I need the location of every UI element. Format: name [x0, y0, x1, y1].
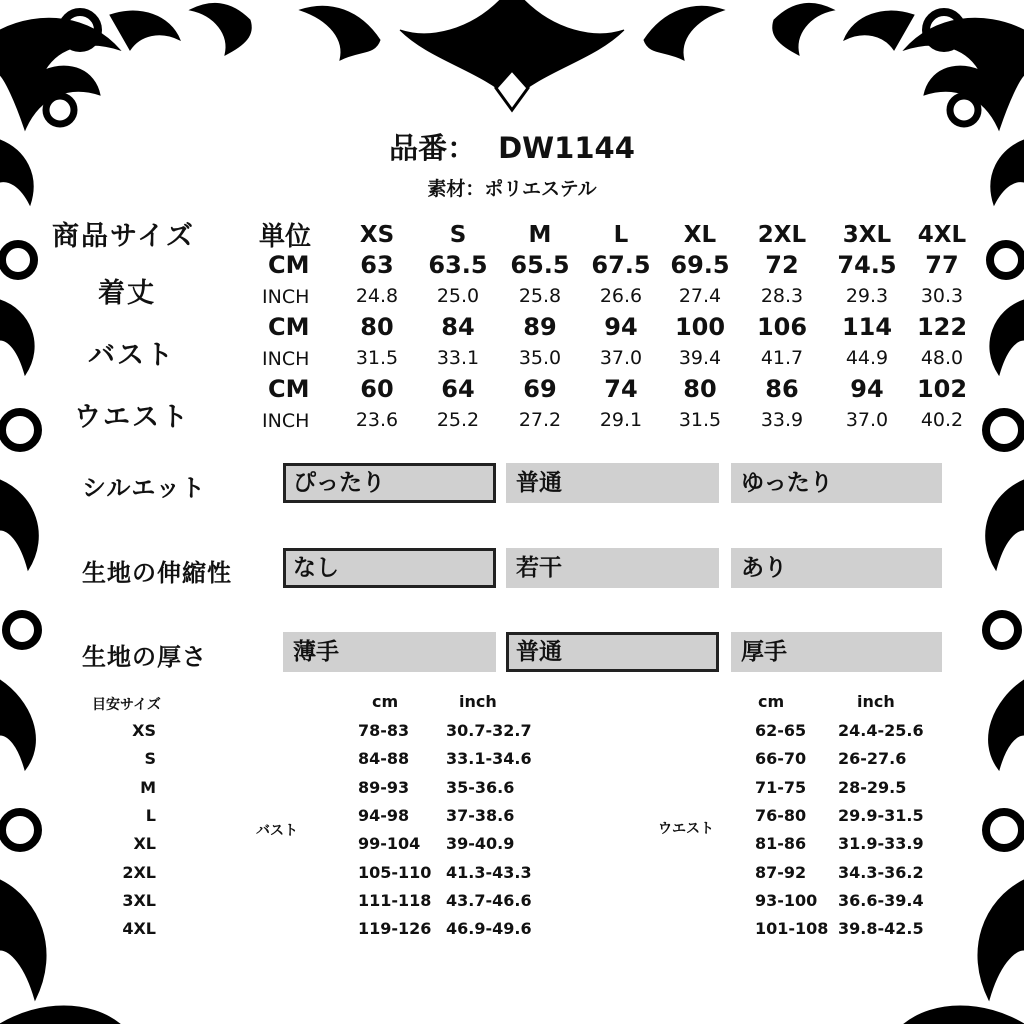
cm-value: 80	[683, 375, 717, 403]
cm-value: 60	[360, 375, 394, 403]
cm-value: 72	[765, 251, 799, 279]
bust-side-label: バスト	[256, 823, 298, 839]
guide-size-label: L	[145, 805, 156, 825]
waist-cm-header: cm	[758, 692, 785, 711]
bust-cm-range: 89-93	[358, 777, 410, 797]
cm-value: 89	[523, 313, 557, 341]
attribute-option: 厚手	[731, 632, 942, 672]
cm-value: 122	[916, 313, 968, 341]
inch-value: 25.8	[518, 285, 562, 307]
bust-cm-range: 111-118	[358, 890, 432, 910]
bust-inch-range: 41.3-43.3	[446, 862, 532, 882]
cm-value: 64	[441, 375, 475, 403]
cm-unit-label: CM	[268, 375, 310, 403]
waist-cm-range: 81-86	[755, 834, 807, 854]
guide-size-label: XL	[133, 834, 156, 854]
inch-value: 35.0	[518, 347, 562, 369]
inch-value: 30.3	[920, 285, 964, 307]
inch-value: 29.1	[599, 409, 643, 431]
measure-label: ウエスト	[74, 402, 190, 433]
attribute-label: 生地の厚さ	[82, 643, 207, 671]
guide-size-label: S	[144, 749, 156, 769]
waist-inch-range: 34.3-36.2	[838, 862, 924, 882]
waist-cm-range: 101-108	[755, 919, 829, 939]
inch-value: 44.9	[845, 347, 889, 369]
cm-value: 102	[916, 375, 968, 403]
bust-cm-range: 99-104	[358, 834, 421, 854]
inch-value: 48.0	[920, 347, 964, 369]
inch-value: 31.5	[678, 409, 722, 431]
inch-value: 41.7	[760, 347, 804, 369]
cm-unit-label: CM	[268, 313, 310, 341]
guide-title: 目安サイズ	[92, 697, 161, 713]
attribute-option-selected: なし	[283, 548, 496, 588]
bust-inch-range: 30.7-32.7	[446, 721, 532, 740]
bust-cm-range: 84-88	[358, 749, 410, 769]
size-header-s: S	[449, 222, 467, 248]
inch-value: 25.2	[436, 409, 480, 431]
waist-inch-range: 36.6-39.4	[838, 890, 924, 910]
attribute-option: 若干	[506, 548, 719, 588]
cm-value: 69.5	[670, 251, 730, 279]
cm-unit-label: CM	[268, 251, 310, 279]
guide-size-label: XS	[132, 721, 156, 740]
inch-value: 23.6	[355, 409, 399, 431]
inch-unit-label: INCH	[262, 410, 310, 432]
inch-value: 28.3	[760, 285, 804, 307]
attribute-label: シルエット	[82, 474, 206, 502]
bust-cm-range: 78-83	[358, 721, 410, 740]
size-header-xl: XL	[683, 222, 717, 248]
waist-cm-range: 62-65	[755, 721, 807, 740]
attribute-option: ゆったり	[731, 463, 942, 503]
cm-value: 63	[360, 251, 394, 279]
waist-cm-range: 93-100	[755, 890, 818, 910]
cm-value: 67.5	[591, 251, 651, 279]
size-header-l: L	[613, 222, 629, 248]
inch-value: 26.6	[599, 285, 643, 307]
cm-value: 84	[441, 313, 475, 341]
inch-value: 37.0	[599, 347, 643, 369]
attribute-label: 生地の伸縮性	[82, 559, 232, 587]
guide-size-label: 3XL	[122, 890, 156, 910]
cm-value: 77	[925, 251, 959, 279]
inch-value: 25.0	[436, 285, 480, 307]
inch-unit-label: INCH	[262, 348, 310, 370]
bust-cm-range: 119-126	[358, 919, 432, 939]
inch-value: 27.4	[678, 285, 722, 307]
inch-value: 39.4	[678, 347, 722, 369]
cm-value: 80	[360, 313, 394, 341]
waist-inch-range: 39.8-42.5	[838, 919, 924, 939]
attribute-option: あり	[731, 548, 942, 588]
attribute-option: 薄手	[283, 632, 496, 672]
bust-inch-header: inch	[459, 692, 497, 711]
unit-header-label: 単位	[259, 222, 312, 252]
size-header-3xl: 3XL	[842, 222, 892, 248]
guide-size-label: 2XL	[122, 862, 156, 882]
cm-value: 86	[765, 375, 799, 403]
size-header-m: M	[528, 222, 552, 248]
waist-inch-range: 26-27.6	[838, 749, 907, 769]
cm-value: 106	[756, 313, 808, 341]
cm-value: 69	[523, 375, 557, 403]
material-text: 素材：ポリエステル	[427, 178, 597, 200]
inch-unit-label: INCH	[262, 286, 310, 308]
waist-side-label: ウエスト	[658, 821, 714, 837]
guide-size-label: 4XL	[122, 919, 156, 939]
cm-value: 94	[850, 375, 884, 403]
cm-value: 100	[674, 313, 726, 341]
inch-value: 31.5	[355, 347, 399, 369]
bust-cm-header: cm	[372, 692, 399, 711]
bust-inch-range: 46.9-49.6	[446, 919, 532, 939]
bust-cm-range: 105-110	[358, 862, 432, 882]
waist-cm-range: 76-80	[755, 805, 807, 825]
bust-inch-range: 43.7-46.6	[446, 890, 532, 910]
waist-inch-range: 29.9-31.5	[838, 805, 924, 825]
inch-value: 24.8	[355, 285, 399, 307]
measure-label: 着丈	[98, 278, 156, 309]
guide-size-label: M	[140, 777, 156, 797]
attribute-option: 普通	[506, 463, 719, 503]
size-table-header-label: 商品サイズ	[52, 221, 195, 252]
cm-value: 65.5	[510, 251, 570, 279]
waist-cm-range: 87-92	[755, 862, 807, 882]
bust-inch-range: 35-36.6	[446, 777, 515, 797]
waist-cm-range: 66-70	[755, 749, 807, 769]
inch-value: 27.2	[518, 409, 562, 431]
inch-value: 29.3	[845, 285, 889, 307]
cm-value: 74.5	[837, 251, 897, 279]
bust-inch-range: 33.1-34.6	[446, 749, 532, 769]
attribute-option-selected: 普通	[506, 632, 719, 672]
bust-inch-range: 39-40.9	[446, 834, 515, 854]
bust-inch-range: 37-38.6	[446, 805, 515, 825]
attribute-option-selected: ぴったり	[283, 463, 496, 503]
inch-value: 33.9	[760, 409, 804, 431]
bust-cm-range: 94-98	[358, 805, 410, 825]
waist-inch-range: 31.9-33.9	[838, 834, 924, 854]
waist-cm-range: 71-75	[755, 777, 807, 797]
size-header-2xl: 2XL	[757, 222, 807, 248]
product-number-value: DW1144	[498, 131, 635, 165]
cm-value: 114	[841, 313, 893, 341]
inch-value: 37.0	[845, 409, 889, 431]
inch-value: 33.1	[436, 347, 480, 369]
waist-inch-range: 24.4-25.6	[838, 721, 924, 740]
waist-inch-header: inch	[857, 692, 895, 711]
measure-label: バスト	[88, 340, 175, 371]
cm-value: 94	[604, 313, 638, 341]
cm-value: 74	[604, 375, 638, 403]
product-number-label: 品番：	[389, 131, 477, 165]
size-header-4xl: 4XL	[917, 222, 967, 248]
cm-value: 63.5	[428, 251, 488, 279]
waist-inch-range: 28-29.5	[838, 777, 907, 797]
product-number	[0, 126, 1024, 167]
inch-value: 40.2	[920, 409, 964, 431]
size-header-xs: XS	[359, 222, 395, 248]
